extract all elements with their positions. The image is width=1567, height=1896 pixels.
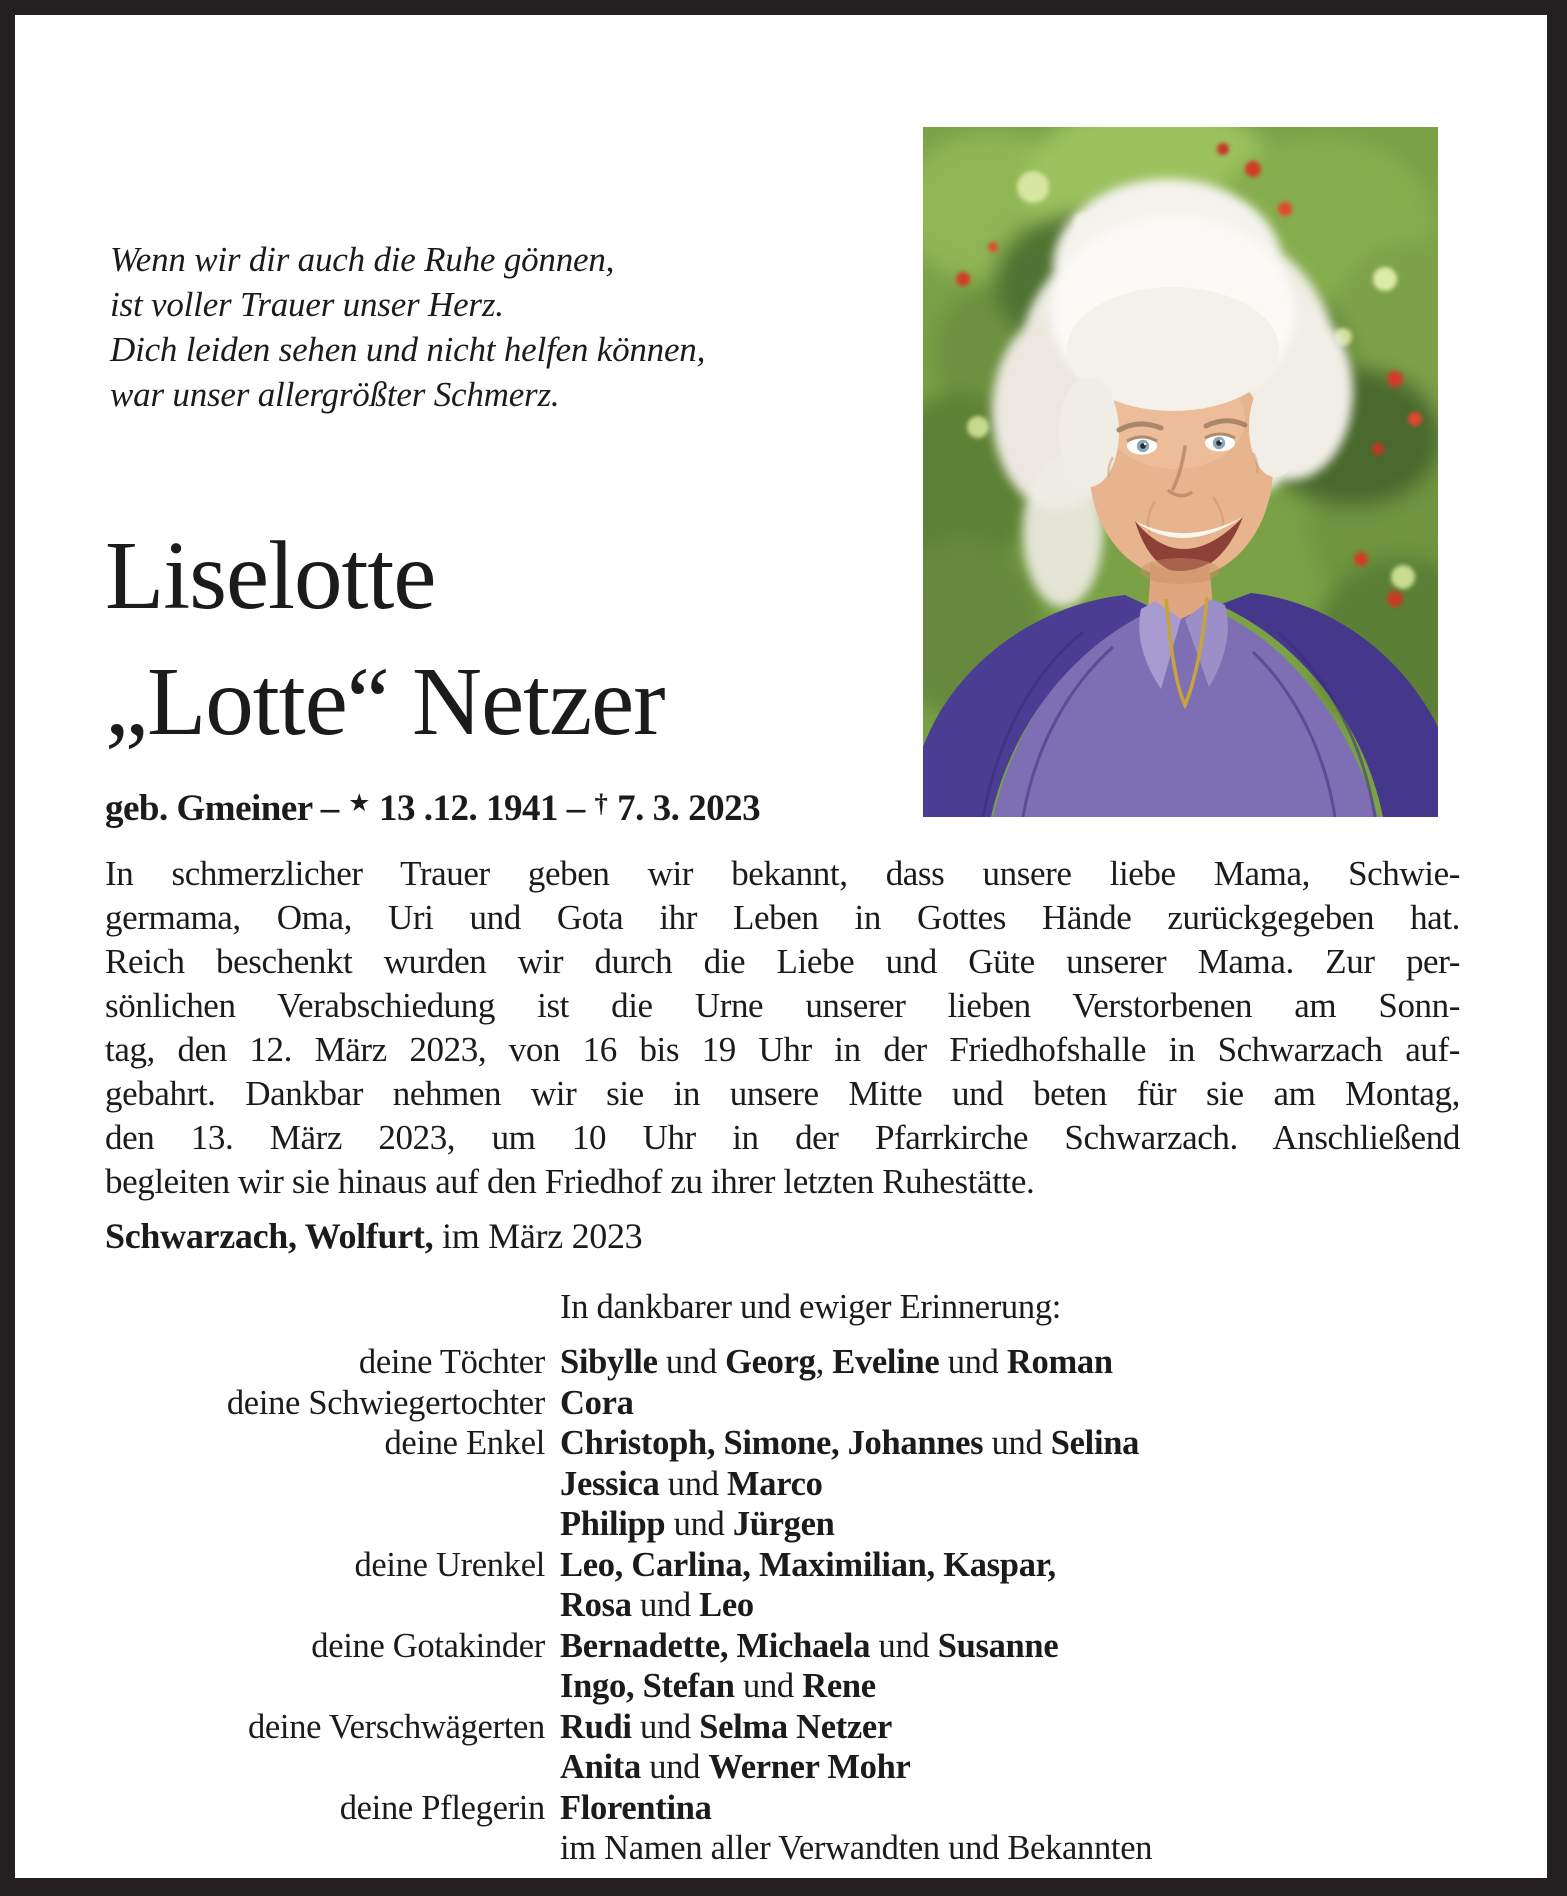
- relative-name: Susanne: [937, 1626, 1059, 1665]
- connector-text: und: [659, 1464, 727, 1503]
- relative-name: Philipp: [560, 1505, 666, 1543]
- relation-label: deine Schwiegertochter: [226, 1383, 545, 1422]
- connector-text: ,: [815, 1343, 833, 1381]
- family-list: [105, 1342, 1475, 1869]
- remembrance-intro: In dankbarer und ewiger Erinnerung:: [560, 1288, 1062, 1326]
- connector-text: und: [640, 1748, 709, 1786]
- relative-name: Anita: [560, 1748, 641, 1786]
- relative-names: [545, 1707, 892, 1748]
- relative-name: Rene: [802, 1667, 876, 1705]
- relation-label: deine Töchter: [358, 1343, 545, 1381]
- remembrance-row: [105, 1504, 1475, 1545]
- connector-text: und: [631, 1707, 700, 1746]
- relation-label: [105, 1504, 545, 1545]
- remembrance-row: [105, 1423, 1475, 1464]
- remembrance-row: [105, 1747, 1475, 1788]
- connector-text: und: [631, 1586, 700, 1624]
- relative-name: Selma Netzer: [699, 1707, 892, 1746]
- deceased-nickname-surname: „Lotte“ Netzer: [105, 648, 665, 755]
- relative-name: Leo, Carlina, Maximilian, Kaspar,: [560, 1545, 1056, 1584]
- mourning-poem: [110, 237, 705, 417]
- announcement-line: sönlichen Verabschiedung ist die Urne unserer lieben Verstorbenen am Sonn-: [105, 986, 1460, 1025]
- announcement-line: germama, Oma, Uri und Gota ihr Leben in Gottes Hände zurückgegeben hat.: [105, 898, 1460, 937]
- connector-text: und: [657, 1343, 726, 1381]
- poem-line: Wenn wir dir auch die Ruhe gönnen,: [110, 240, 615, 279]
- relative-names: [545, 1383, 634, 1424]
- month-year: im März 2023: [433, 1216, 643, 1256]
- relation-label: deine Pflegerin: [339, 1788, 545, 1827]
- relative-names: [545, 1342, 1113, 1383]
- announcement-line: Reich beschenkt wurden wir durch die Liebe und Güte unserer Mama. Zur per-: [105, 942, 1460, 981]
- relative-names: [545, 1504, 835, 1545]
- relative-names: [545, 1788, 712, 1829]
- relative-name: Jürgen: [732, 1505, 835, 1543]
- remembrance-row: [105, 1828, 1475, 1869]
- relative-name: Roman: [1006, 1343, 1113, 1381]
- remembrance-row: [105, 1464, 1475, 1505]
- connector-text: und: [939, 1343, 1007, 1381]
- relation-label: deine Enkel: [384, 1424, 545, 1462]
- chin-shadow: [1140, 558, 1220, 584]
- place-date-line: [105, 1215, 642, 1257]
- relative-names: [545, 1666, 876, 1707]
- connector-text: und: [734, 1667, 803, 1705]
- birth-death-line: [105, 787, 760, 830]
- relative-name: Werner Mohr: [708, 1748, 911, 1786]
- birth-star-icon: ★: [349, 791, 369, 816]
- relative-name: Florentina: [560, 1788, 712, 1827]
- relative-names: [545, 1545, 1056, 1586]
- relation-label: [105, 1585, 545, 1626]
- maiden-name: geb. Gmeiner –: [105, 788, 348, 829]
- relative-name: Christoph, Simone, Johannes: [560, 1424, 984, 1462]
- remembrance-row: [105, 1342, 1475, 1383]
- announcement-line: begleiten wir sie hinaus auf den Friedhof zu ihrer letzten Ruhestätte.: [105, 1162, 1035, 1201]
- relation-label: deine Urenkel: [354, 1545, 545, 1584]
- relation-label: [105, 1666, 545, 1707]
- remembrance-row: [105, 1545, 1475, 1586]
- poem-line: ist voller Trauer unser Herz.: [110, 285, 504, 324]
- relative-name: Ingo, Stefan: [560, 1667, 735, 1705]
- relative-name: Rosa: [560, 1586, 632, 1624]
- death-cross-icon: †: [594, 788, 608, 819]
- relative-names: [545, 1423, 1139, 1464]
- relative-name: Marco: [726, 1464, 823, 1503]
- remembrance-row: [105, 1383, 1475, 1424]
- relative-name: Selina: [1050, 1424, 1140, 1462]
- deceased-name: [105, 513, 665, 765]
- announcement-line: gebahrt. Dankbar nehmen wir sie in unsere Mitte und beten für sie am Montag,: [105, 1074, 1460, 1113]
- relative-names: [545, 1747, 911, 1788]
- poem-line: Dich leiden sehen und nicht helfen können,: [110, 330, 706, 369]
- relation-label: [105, 1464, 545, 1505]
- portrait-illustration: [923, 127, 1438, 817]
- relative-name: Georg: [725, 1343, 816, 1381]
- relation-label: [105, 1828, 545, 1869]
- announcement-paragraph: [105, 852, 1460, 1204]
- birth-date: 13 .12. 1941 –: [370, 788, 594, 829]
- relative-names: [545, 1828, 1152, 1869]
- relation-label: deine Verschwägerten: [247, 1707, 545, 1746]
- poem-line: war unser allergrößter Schmerz.: [110, 375, 560, 414]
- relative-names: [545, 1626, 1058, 1667]
- relative-name: Sibylle: [560, 1343, 658, 1381]
- relative-name: Leo: [699, 1586, 754, 1624]
- connector-text: und: [983, 1424, 1051, 1462]
- relative-name: Jessica: [560, 1464, 660, 1503]
- relation-label: [105, 1747, 545, 1788]
- connector-text: im Namen aller Verwandten und Bekannten: [560, 1829, 1153, 1867]
- announcement-line: den 13. März 2023, um 10 Uhr in der Pfarrkirche Schwarzach. Anschließend: [105, 1118, 1460, 1157]
- remembrance-row: [105, 1788, 1475, 1829]
- relative-name: Eveline: [832, 1343, 940, 1381]
- relative-name: Cora: [560, 1383, 634, 1422]
- deceased-first-name: Liselotte: [105, 522, 436, 629]
- remembrance-section: [105, 1287, 1475, 1869]
- death-date: 7. 3. 2023: [608, 788, 761, 829]
- connector-text: und: [870, 1626, 938, 1665]
- relative-names: [545, 1585, 754, 1626]
- connector-text: und: [665, 1505, 733, 1543]
- remembrance-row: [105, 1585, 1475, 1626]
- announcement-line: In schmerzlicher Trauer geben wir bekannt, dass unsere liebe Mama, Schwie-: [105, 854, 1460, 893]
- remembrance-row: [105, 1707, 1475, 1748]
- relative-name: Rudi: [560, 1707, 632, 1746]
- remembrance-row: [105, 1626, 1475, 1667]
- remembrance-row: [105, 1666, 1475, 1707]
- announcement-line: tag, den 12. März 2023, von 16 bis 19 Uhr in der Friedhofshalle in Schwarzach auf-: [105, 1030, 1460, 1069]
- places: Schwarzach, Wolfurt,: [105, 1216, 434, 1256]
- relative-names: [545, 1464, 823, 1505]
- portrait-photo: [923, 127, 1438, 817]
- relative-name: Bernadette, Michaela: [560, 1626, 871, 1665]
- relation-label: deine Gotakinder: [311, 1626, 545, 1665]
